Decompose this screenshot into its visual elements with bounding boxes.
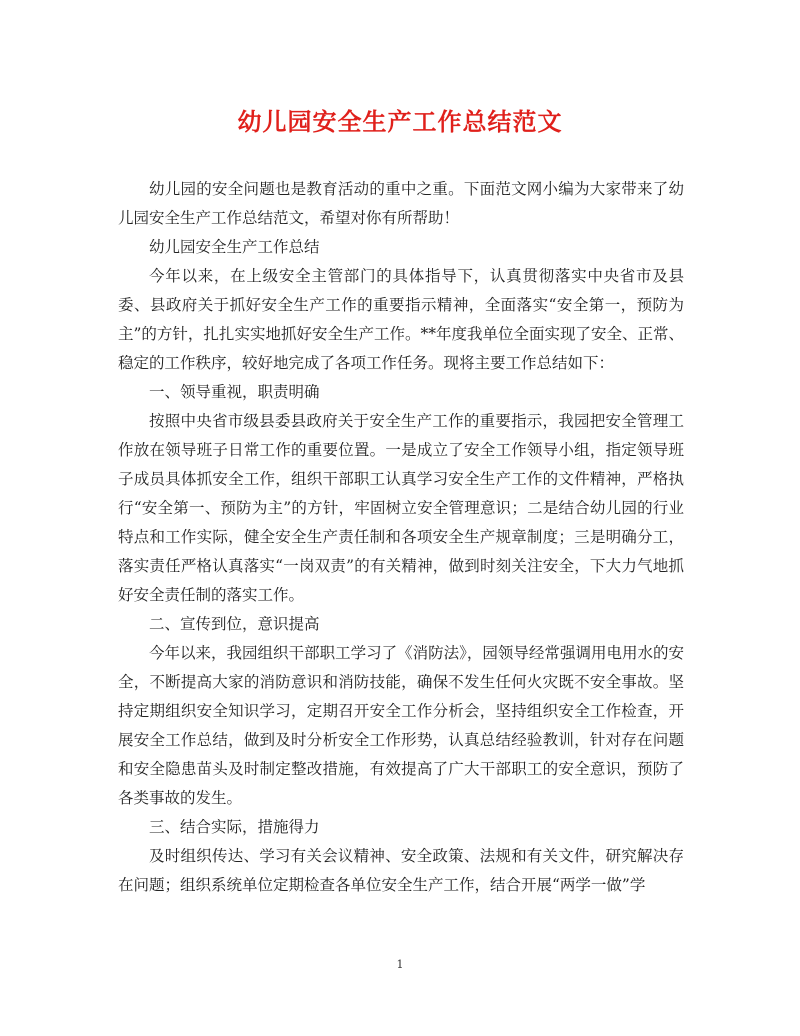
document-title: 幼儿园安全生产工作总结范文: [237, 107, 563, 136]
paragraph-section-1: 按照中央省市级县委县政府关于安全生产工作的重要指示，我园把安全管理工作放在领导班子日常工作的重要位置。一是成立了安全工作领导小组，指定领导班子成员具体抓安全工作，组织干部职工认真学习安全生产工作的文件精神，严格执行“安全第一、预防为主”的方针，牢固树立安全管理意识；二是结合幼儿园的行业特点和工作实际，健全安全生产责任制和各项安全生产规章制度；三是明确分工，落实责任严格认真落实“一岗双责”的有关精神，做到时刻关注安全，下大力气地抓好安全责任制的落实工作。: [118, 412, 684, 604]
document-body: [118, 175, 684, 900]
paragraph-intro: 幼儿园的安全问题也是教育活动的重中之重。下面范文网小编为大家带来了幼儿园安全生产工作总结范文，希望对你有所帮助！: [118, 180, 684, 227]
paragraph-heading: 幼儿园安全生产工作总结: [149, 238, 320, 256]
section-heading-2: 二、宣传到位，意识提高: [149, 615, 320, 633]
section-heading-1: 一、领导重视，职责明确: [149, 383, 320, 401]
section-heading-3: 三、结合实际，措施得力: [149, 818, 320, 836]
page-number: 1: [396, 958, 404, 971]
paragraph-overview: 今年以来，在上级安全主管部门的具体指导下，认真贯彻落实中央省市及县委、县政府关于抓好安全生产工作的重要指示精神，全面落实“安全第一，预防为主”的方针，扎扎实实地抓好安全生产工作。**年度我单位全面实现了安全、正常、稳定的工作秩序，较好地完成了各项工作任务。现将主要工作总结如下：: [118, 267, 684, 372]
paragraph-section-3: 及时组织传达、学习有关会议精神、安全政策、法规和有关文件，研究解决存在问题；组织系统单位定期检查各单位安全生产工作，结合开展“两学一做”学: [118, 847, 684, 894]
paragraph-section-2: 今年以来，我园组织干部职工学习了《消防法》，园领导经常强调用电用水的安全，不断提高大家的消防意识和消防技能，确保不发生任何火灾既不安全事故。坚持定期组织安全知识学习，定期召开安全工作分析会，坚持组织安全工作检查，开展安全工作总结，做到及时分析安全工作形势，认真总结经验教训，针对存在问题和安全隐患苗头及时制定整改措施，有效提高了广大干部职工的安全意识，预防了各类事故的发生。: [118, 644, 684, 807]
